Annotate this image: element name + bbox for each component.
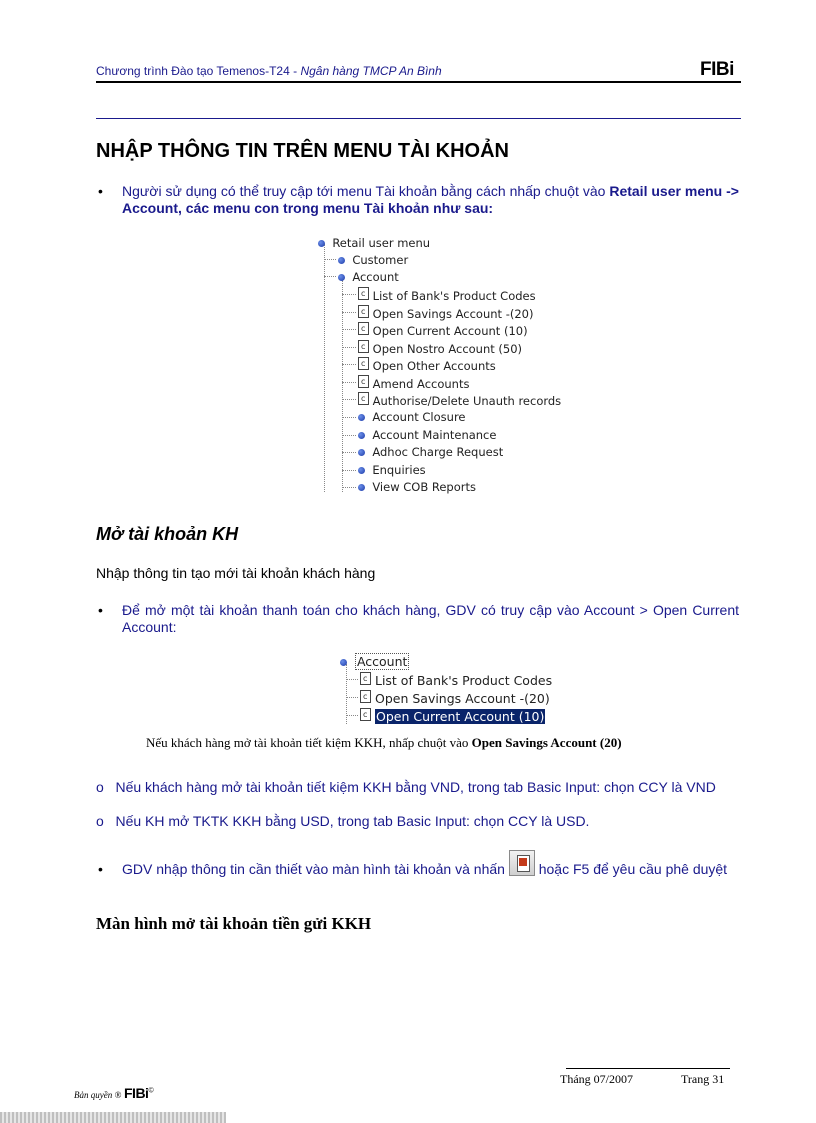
circle-bullet-icon: o xyxy=(96,779,104,795)
caption-text: Nếu khách hàng mở tài khoản tiết kiệm KKH, nhấp chuột vào xyxy=(146,735,472,750)
account-submenu-tree xyxy=(340,652,560,726)
tree-account[interactable] xyxy=(340,654,409,669)
option-usd xyxy=(96,813,739,830)
option-text: Nếu khách hàng mở tài khoản tiết kiệm KKH bằng VND, trong tab Basic Input: chọn CCY là VND xyxy=(115,779,716,795)
footer-rule xyxy=(566,1068,730,1069)
tree-item-label: Open Savings Account -(20) xyxy=(372,307,534,321)
fibi-logo: FIBi xyxy=(700,59,734,80)
tree-customer-label: Customer xyxy=(352,253,409,267)
tree-item[interactable] xyxy=(358,463,426,477)
tree-account[interactable] xyxy=(338,270,399,284)
tree-item-label: Open Other Accounts xyxy=(372,359,496,373)
header-title xyxy=(96,64,442,78)
bullet-paragraph: Để mở một tài khoản thanh toán cho khách hàng, GDV có truy cập vào Account > Open Current Account: xyxy=(122,602,739,635)
footer-page-number: Trang 31 xyxy=(681,1072,725,1086)
tree-item[interactable] xyxy=(360,690,550,706)
document-icon xyxy=(360,690,371,703)
folder-icon xyxy=(358,449,365,456)
bullet-paragraph xyxy=(122,183,739,217)
bullet-text: Người sử dụng có thể truy cập tới menu Tài khoản bằng cách nhấp chuột vào xyxy=(122,183,610,199)
document-icon xyxy=(358,322,369,335)
tree-item[interactable] xyxy=(358,357,496,373)
bullet-bold-text: Retail user menu -> Account, các menu con trong menu Tài khoản như sau: xyxy=(122,183,739,216)
tree-item-selected[interactable] xyxy=(360,708,545,724)
tree-item-label: Enquiries xyxy=(372,463,426,477)
folder-icon xyxy=(358,467,365,474)
tree-item-label: Account Closure xyxy=(372,410,466,424)
tree-item-label: Account Maintenance xyxy=(372,428,497,442)
bullet-icon: • xyxy=(98,602,103,618)
bullet-paragraph xyxy=(122,861,739,878)
tree-item[interactable] xyxy=(358,340,522,356)
figure-caption xyxy=(146,735,622,751)
folder-icon xyxy=(338,257,345,264)
tree-item[interactable] xyxy=(360,672,552,688)
tree-item[interactable] xyxy=(358,392,561,408)
subsection-title: Màn hình mở tài khoản tiền gửi KKH xyxy=(96,914,372,933)
document-icon xyxy=(360,708,371,721)
tree-item[interactable] xyxy=(358,305,533,321)
tree-root-label: Retail user menu xyxy=(332,236,431,250)
document-icon xyxy=(358,340,369,353)
tree-item-label: List of Bank's Product Codes xyxy=(372,289,536,303)
subsection-title: Mở tài khoản KH xyxy=(96,524,239,544)
tree-item-label: View COB Reports xyxy=(372,480,476,494)
tree-item-label: Open Current Account (10) xyxy=(375,709,545,724)
tree-item[interactable] xyxy=(358,428,496,442)
section-title: NHẬP THÔNG TIN TRÊN MENU TÀI KHOẢN xyxy=(96,140,509,162)
account-menu-tree xyxy=(318,232,568,500)
tree-item[interactable] xyxy=(358,322,528,338)
tree-account-label: Account xyxy=(356,654,408,669)
footer-logo-mark: © xyxy=(148,1087,154,1095)
folder-icon xyxy=(318,240,325,247)
tree-item-label: Open Savings Account -(20) xyxy=(374,691,550,706)
option-vnd xyxy=(96,779,739,796)
tree-item[interactable] xyxy=(358,287,536,303)
tree-item[interactable] xyxy=(358,375,469,391)
tree-customer[interactable] xyxy=(338,253,408,267)
footer-copyright: Bản quyền ® xyxy=(74,1090,122,1100)
document-icon xyxy=(360,672,371,685)
bullet-text-before: GDV nhập thông tin cần thiết vào màn hình tài khoản và nhấn xyxy=(122,861,505,877)
commit-icon xyxy=(509,850,535,876)
option-text: Nếu KH mở TKTK KKH bằng USD, trong tab Basic Input: chọn CCY là USD. xyxy=(115,813,590,829)
tree-account-label: Account xyxy=(352,270,399,284)
tree-item-label: Amend Accounts xyxy=(372,377,470,391)
footer-month: Tháng 07/2007 xyxy=(560,1072,633,1086)
intro-text: Nhập thông tin tạo mới tài khoản khách hàng xyxy=(96,565,376,581)
folder-icon xyxy=(358,484,365,491)
tree-item-label: Authorise/Delete Unauth records xyxy=(372,394,562,408)
scan-strip xyxy=(0,1112,226,1123)
document-icon xyxy=(358,305,369,318)
folder-icon xyxy=(358,414,365,421)
folder-icon xyxy=(358,432,365,439)
circle-bullet-icon: o xyxy=(96,813,104,829)
section-rule xyxy=(96,118,741,119)
document-icon xyxy=(358,375,369,388)
header-program: Chương trình Đào tạo Temenos-T24 - xyxy=(96,64,301,78)
header-rule xyxy=(96,81,741,83)
bullet-icon: • xyxy=(98,861,103,877)
tree-item-label: Open Nostro Account (50) xyxy=(372,342,523,356)
tree-item[interactable] xyxy=(358,445,503,459)
bullet-text-after: hoặc F5 để yêu cầu phê duyệt xyxy=(538,861,728,877)
tree-item-label: Open Current Account (10) xyxy=(372,324,528,338)
tree-root[interactable] xyxy=(318,236,430,250)
tree-item[interactable] xyxy=(358,410,466,424)
bullet-icon: • xyxy=(98,183,103,199)
tree-item[interactable] xyxy=(358,480,476,494)
folder-icon xyxy=(340,659,347,666)
footer-logo-text: FIBi xyxy=(124,1085,149,1101)
tree-item-label: List of Bank's Product Codes xyxy=(374,673,553,688)
fibi-logo xyxy=(124,1085,153,1101)
document-icon xyxy=(358,287,369,300)
header-bank: Ngân hàng TMCP An Bình xyxy=(300,64,442,78)
caption-bold-text: Open Savings Account (20) xyxy=(471,735,622,750)
document-icon xyxy=(358,392,369,405)
document-icon xyxy=(358,357,369,370)
folder-icon xyxy=(338,274,345,281)
tree-item-label: Adhoc Charge Request xyxy=(372,445,504,459)
